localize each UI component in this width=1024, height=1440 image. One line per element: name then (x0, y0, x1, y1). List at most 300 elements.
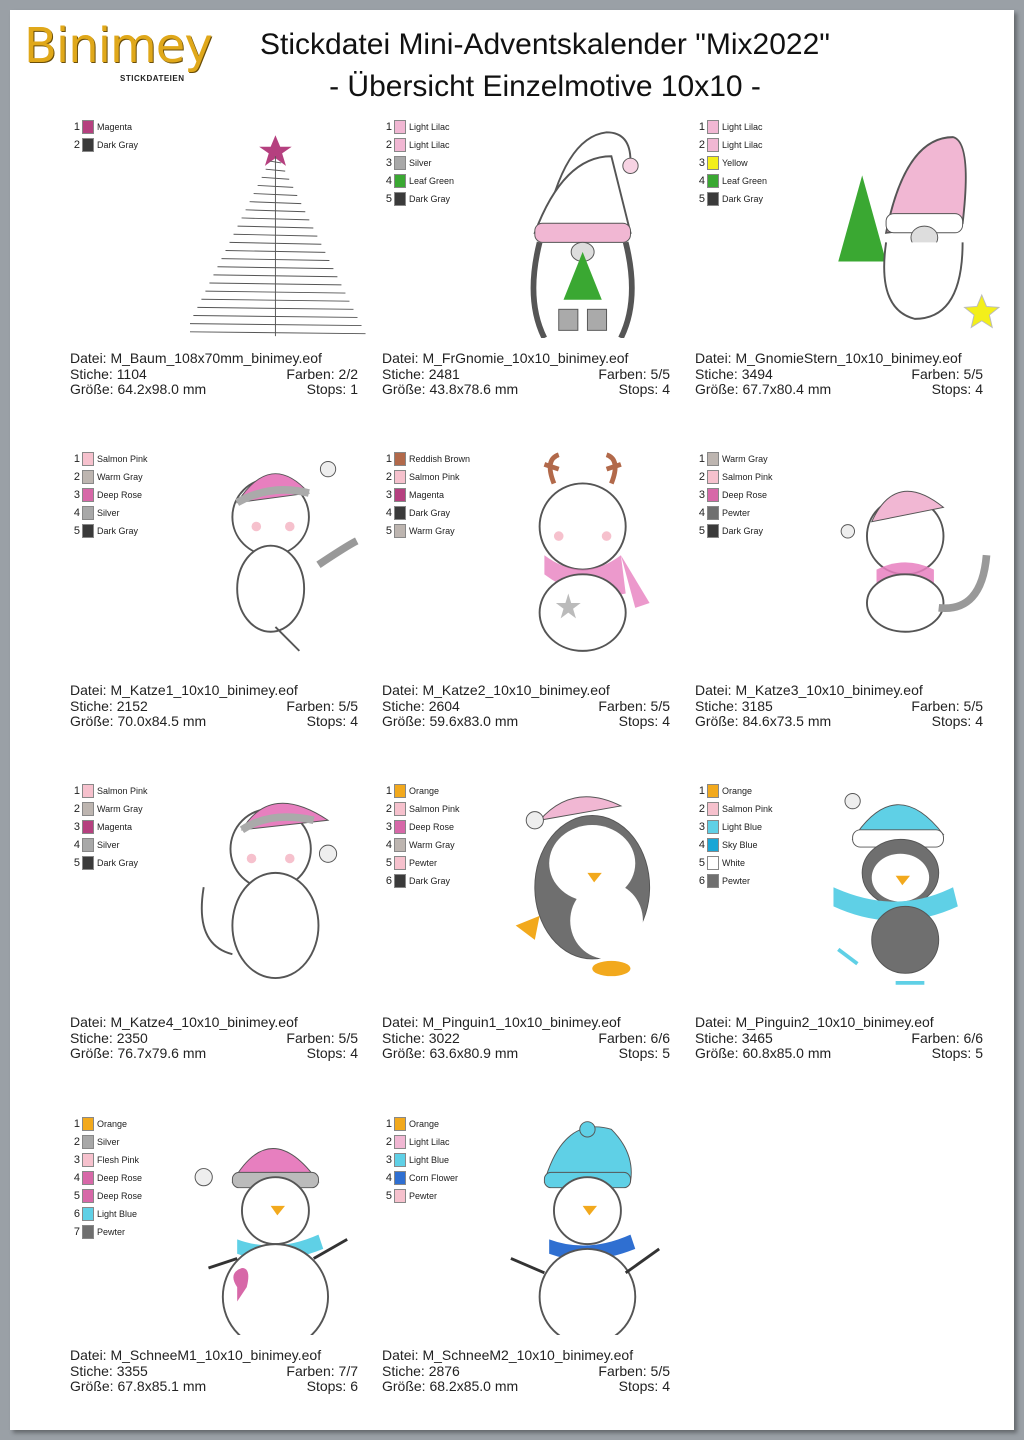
thread-color-swatch (394, 802, 406, 816)
design-info (695, 351, 983, 398)
stitch-count: Stiche: 1104 (70, 365, 147, 382)
thread-color-swatch (82, 1153, 94, 1167)
color-count: Farben: 6/6 (911, 1029, 983, 1046)
thread-color-name: Salmon Pink (409, 804, 460, 814)
thread-color-name: Salmon Pink (97, 454, 148, 464)
thread-color-number: 5 (385, 525, 392, 537)
thread-color-row (70, 118, 138, 136)
thread-color-swatch (707, 470, 719, 484)
thread-color-swatch (707, 856, 719, 870)
thread-color-swatch (394, 524, 406, 538)
design-info (695, 1015, 983, 1062)
logo-text: Binimey (24, 18, 212, 74)
thread-color-swatch (82, 1207, 94, 1221)
design-size: Größe: 64.2x98.0 mm (70, 381, 207, 397)
stop-count: Stops: 6 (306, 1378, 358, 1394)
thread-color-name: Pewter (722, 876, 751, 886)
thread-color-name: Warm Gray (97, 804, 143, 814)
thread-color-number: 4 (73, 507, 80, 519)
thread-color-row (70, 450, 148, 468)
thread-color-name: Dark Gray (409, 194, 451, 204)
thread-color-number: 6 (698, 875, 705, 887)
thread-color-row (695, 118, 767, 136)
thread-color-swatch (707, 802, 719, 816)
thread-color-number: 1 (73, 785, 80, 797)
color-count: Farben: 5/5 (911, 365, 983, 382)
thread-color-name: Light Blue (409, 1155, 450, 1165)
thread-color-number: 5 (698, 525, 705, 537)
thread-color-row (70, 1223, 142, 1241)
design-info (70, 351, 358, 398)
thread-color-name: Deep Rose (97, 1191, 143, 1201)
design-size: Größe: 67.7x80.4 mm (695, 381, 832, 397)
stitch-count: Stiche: 3185 (695, 697, 773, 714)
thread-color-swatch (707, 838, 719, 852)
thread-color-number: 1 (698, 121, 705, 133)
brand-logo (24, 18, 224, 88)
thread-color-number: 1 (73, 121, 80, 133)
thread-color-name: Pewter (409, 1191, 438, 1201)
thread-color-number: 4 (385, 1172, 392, 1184)
thread-color-name: Dark Gray (409, 876, 451, 886)
thread-color-row (70, 1169, 142, 1187)
thread-color-name: Warm Gray (722, 454, 768, 464)
thread-color-swatch (82, 524, 94, 538)
thread-color-name: Magenta (97, 822, 133, 832)
design-card (382, 1115, 682, 1435)
color-count: Farben: 7/7 (286, 1362, 358, 1379)
design-card (695, 782, 995, 1102)
file-name: Datei: M_SchneeM1_10x10_binimey.eof (70, 1347, 322, 1363)
thread-color-number: 3 (698, 157, 705, 169)
thread-color-row (382, 1133, 458, 1151)
thread-color-swatch (707, 874, 719, 888)
file-name: Datei: M_Katze4_10x10_binimey.eof (70, 1014, 298, 1030)
thread-color-row (382, 854, 460, 872)
thread-color-number: 6 (385, 875, 392, 887)
thread-color-number: 5 (73, 525, 80, 537)
design-size: Größe: 76.7x79.6 mm (70, 1045, 207, 1061)
thread-color-swatch (394, 1135, 406, 1149)
thread-color-swatch (707, 784, 719, 798)
thread-color-row (382, 1151, 458, 1169)
thread-color-row (382, 118, 454, 136)
thread-color-list (70, 1115, 142, 1241)
snowman-blue-icon (502, 1115, 692, 1335)
thread-color-row (70, 486, 148, 504)
thread-color-row (382, 1115, 458, 1133)
thread-color-swatch (394, 470, 406, 484)
cat-sitting-icon (190, 782, 380, 1002)
design-card (695, 118, 995, 438)
thread-color-number: 1 (385, 121, 392, 133)
color-count: Farben: 5/5 (598, 365, 670, 382)
logo-subtitle: STICKDATEIEN (120, 74, 185, 83)
stitch-count: Stiche: 2876 (382, 1362, 460, 1379)
thread-color-row (695, 800, 773, 818)
stitch-count: Stiche: 2481 (382, 365, 460, 382)
design-size: Größe: 67.8x85.1 mm (70, 1378, 207, 1394)
snowman-pink-icon (190, 1115, 380, 1335)
thread-color-row (695, 504, 773, 522)
thread-color-row (695, 818, 773, 836)
thread-color-row (695, 854, 773, 872)
design-size: Größe: 84.6x73.5 mm (695, 713, 832, 729)
thread-color-row (382, 1169, 458, 1187)
thread-color-number: 3 (73, 489, 80, 501)
thread-color-number: 6 (73, 1208, 80, 1220)
stop-count: Stops: 1 (306, 381, 358, 397)
thread-color-swatch (707, 192, 719, 206)
thread-color-row (382, 468, 470, 486)
thread-color-number: 5 (73, 1190, 80, 1202)
design-info (382, 351, 670, 398)
thread-color-swatch (707, 820, 719, 834)
thread-color-name: Silver (409, 158, 432, 168)
thread-color-name: Reddish Brown (409, 454, 471, 464)
file-name: Datei: M_Pinguin2_10x10_binimey.eof (695, 1014, 934, 1030)
thread-color-row (70, 504, 148, 522)
design-info (70, 1015, 358, 1062)
design-card (70, 118, 370, 438)
thread-color-name: White (722, 858, 746, 868)
thread-color-row (695, 172, 767, 190)
thread-color-name: Salmon Pink (722, 472, 773, 482)
thread-color-number: 1 (385, 453, 392, 465)
thread-color-swatch (82, 488, 94, 502)
thread-color-number: 3 (385, 489, 392, 501)
file-name: Datei: M_Katze3_10x10_binimey.eof (695, 682, 923, 698)
thread-color-swatch (707, 524, 719, 538)
thread-color-row (695, 154, 767, 172)
thread-color-number: 2 (698, 803, 705, 815)
design-size: Größe: 43.8x78.6 mm (382, 381, 519, 397)
thread-color-name: Dark Gray (409, 508, 451, 518)
thread-color-row (695, 782, 773, 800)
stitch-count: Stiche: 3465 (695, 1029, 773, 1046)
thread-color-row (70, 522, 148, 540)
stitch-count: Stiche: 3022 (382, 1029, 460, 1046)
thread-color-swatch (82, 1171, 94, 1185)
thread-color-number: 1 (73, 453, 80, 465)
thread-color-number: 5 (385, 1190, 392, 1202)
thread-color-swatch (82, 1189, 94, 1203)
thread-color-swatch (394, 452, 406, 466)
thread-color-name: Dark Gray (97, 140, 139, 150)
thread-color-number: 2 (73, 1136, 80, 1148)
thread-color-row (695, 136, 767, 154)
design-info (70, 1348, 358, 1395)
file-name: Datei: M_Katze1_10x10_binimey.eof (70, 682, 298, 698)
thread-color-number: 2 (73, 139, 80, 151)
design-card (382, 450, 682, 770)
thread-color-row (70, 818, 148, 836)
thread-color-swatch (707, 138, 719, 152)
thread-color-swatch (82, 1225, 94, 1239)
thread-color-number: 2 (385, 139, 392, 151)
thread-color-list (695, 450, 773, 540)
thread-color-list (382, 782, 460, 890)
thread-color-row (382, 450, 470, 468)
thread-color-name: Magenta (409, 490, 445, 500)
thread-color-row (70, 1133, 142, 1151)
page-sheet (10, 10, 1014, 1430)
thread-color-row (382, 872, 460, 890)
thread-color-swatch (394, 1153, 406, 1167)
thread-color-swatch (394, 1117, 406, 1131)
thread-color-name: Warm Gray (409, 526, 455, 536)
thread-color-name: Light Blue (97, 1209, 138, 1219)
thread-color-number: 4 (698, 507, 705, 519)
thread-color-name: Dark Gray (97, 526, 139, 536)
thread-color-number: 2 (73, 803, 80, 815)
thread-color-row (70, 1151, 142, 1169)
thread-color-list (695, 782, 773, 890)
thread-color-name: Orange (722, 786, 753, 796)
thread-color-row (70, 782, 148, 800)
thread-color-name: Light Lilac (722, 122, 763, 132)
stop-count: Stops: 4 (618, 1378, 670, 1394)
thread-color-name: Leaf Green (722, 176, 768, 186)
thread-color-number: 4 (73, 839, 80, 851)
thread-color-swatch (82, 1135, 94, 1149)
stop-count: Stops: 4 (618, 381, 670, 397)
color-count: Farben: 5/5 (598, 1362, 670, 1379)
stop-count: Stops: 4 (306, 1045, 358, 1061)
thread-color-name: Salmon Pink (722, 804, 773, 814)
thread-color-name: Warm Gray (97, 472, 143, 482)
stitch-count: Stiche: 3355 (70, 1362, 148, 1379)
thread-color-swatch (82, 838, 94, 852)
thread-color-row (382, 522, 470, 540)
thread-color-name: Light Lilac (409, 140, 450, 150)
stop-count: Stops: 4 (306, 713, 358, 729)
thread-color-name: Dark Gray (97, 858, 139, 868)
design-card (70, 450, 370, 770)
stop-count: Stops: 5 (931, 1045, 983, 1061)
thread-color-row (382, 486, 470, 504)
thread-color-swatch (707, 506, 719, 520)
thread-color-row (695, 872, 773, 890)
thread-color-name: Salmon Pink (409, 472, 460, 482)
stop-count: Stops: 4 (931, 381, 983, 397)
thread-color-swatch (394, 838, 406, 852)
thread-color-swatch (82, 506, 94, 520)
thread-color-swatch (394, 192, 406, 206)
color-count: Farben: 5/5 (286, 1029, 358, 1046)
thread-color-swatch (394, 1171, 406, 1185)
thread-color-number: 2 (73, 471, 80, 483)
color-count: Farben: 5/5 (911, 697, 983, 714)
thread-color-row (70, 468, 148, 486)
thread-color-name: Deep Rose (722, 490, 768, 500)
thread-color-row (695, 486, 773, 504)
thread-color-number: 5 (698, 193, 705, 205)
thread-color-swatch (707, 174, 719, 188)
thread-color-number: 1 (698, 453, 705, 465)
thread-color-number: 3 (73, 821, 80, 833)
cat-sleeping-icon (815, 450, 1005, 670)
thread-color-swatch (394, 784, 406, 798)
thread-color-swatch (394, 120, 406, 134)
thread-color-number: 3 (73, 1154, 80, 1166)
thread-color-swatch (82, 784, 94, 798)
design-info (382, 1348, 670, 1395)
thread-color-name: Flesh Pink (97, 1155, 140, 1165)
thread-color-row (382, 154, 454, 172)
thread-color-swatch (394, 1189, 406, 1203)
thread-color-swatch (82, 820, 94, 834)
thread-color-swatch (394, 856, 406, 870)
thread-color-row (695, 190, 767, 208)
design-card (70, 782, 370, 1102)
thread-color-row (70, 800, 148, 818)
design-size: Größe: 70.0x84.5 mm (70, 713, 207, 729)
thread-color-row (382, 504, 470, 522)
thread-color-swatch (82, 138, 94, 152)
thread-color-row (382, 136, 454, 154)
cat-dancing-icon (190, 450, 380, 670)
thread-color-name: Leaf Green (409, 176, 455, 186)
thread-color-name: Magenta (97, 122, 133, 132)
thread-color-number: 1 (698, 785, 705, 797)
thread-color-row (382, 172, 454, 190)
thread-color-name: Deep Rose (409, 822, 455, 832)
stitch-count: Stiche: 2152 (70, 697, 148, 714)
file-name: Datei: M_Katze2_10x10_binimey.eof (382, 682, 610, 698)
file-name: Datei: M_FrGnomie_10x10_binimey.eof (382, 350, 629, 366)
thread-color-swatch (394, 488, 406, 502)
stop-count: Stops: 4 (931, 713, 983, 729)
design-card (695, 450, 995, 770)
thread-color-name: Orange (409, 1119, 440, 1129)
gnome-star-icon (815, 118, 1005, 338)
thread-color-row (382, 1187, 458, 1205)
thread-color-number: 1 (385, 785, 392, 797)
thread-color-number: 5 (698, 857, 705, 869)
thread-color-row (70, 1205, 142, 1223)
thread-color-name: Pewter (722, 508, 751, 518)
thread-color-number: 4 (385, 507, 392, 519)
thread-color-number: 4 (385, 175, 392, 187)
file-name: Datei: M_SchneeM2_10x10_binimey.eof (382, 1347, 634, 1363)
thread-color-swatch (82, 1117, 94, 1131)
thread-color-row (382, 836, 460, 854)
thread-color-row (382, 782, 460, 800)
thread-color-number: 3 (385, 157, 392, 169)
thread-color-name: Deep Rose (97, 1173, 143, 1183)
thread-color-list (70, 118, 138, 154)
thread-color-row (70, 1115, 142, 1133)
thread-color-swatch (82, 802, 94, 816)
file-name: Datei: M_Pinguin1_10x10_binimey.eof (382, 1014, 621, 1030)
page-title: Stickdatei Mini-Adventskalender "Mix2022" (260, 28, 830, 61)
thread-color-list (382, 450, 470, 540)
thread-color-name: Pewter (97, 1227, 126, 1237)
file-name: Datei: M_GnomieStern_10x10_binimey.eof (695, 350, 962, 366)
thread-color-swatch (394, 874, 406, 888)
thread-color-number: 4 (698, 839, 705, 851)
design-size: Größe: 68.2x85.0 mm (382, 1378, 519, 1394)
file-name: Datei: M_Baum_108x70mm_binimey.eof (70, 350, 322, 366)
thread-color-swatch (707, 156, 719, 170)
thread-color-name: Silver (97, 840, 120, 850)
stitch-count: Stiche: 2350 (70, 1029, 148, 1046)
thread-color-number: 1 (73, 1118, 80, 1130)
thread-color-number: 1 (385, 1118, 392, 1130)
stitch-count: Stiche: 3494 (695, 365, 773, 382)
page-subtitle: - Übersicht Einzelmotive 10x10 - (329, 70, 761, 103)
color-count: Farben: 2/2 (286, 365, 358, 382)
thread-color-swatch (394, 506, 406, 520)
thread-color-swatch (394, 174, 406, 188)
thread-color-row (695, 468, 773, 486)
thread-color-name: Yellow (722, 158, 748, 168)
thread-color-number: 5 (73, 857, 80, 869)
thread-color-swatch (707, 452, 719, 466)
design-info (382, 1015, 670, 1062)
thread-color-name: Light Lilac (722, 140, 763, 150)
thread-color-name: Dark Gray (722, 526, 764, 536)
thread-color-number: 5 (385, 857, 392, 869)
christmas-tree-icon (190, 118, 380, 338)
thread-color-number: 2 (385, 803, 392, 815)
thread-color-name: Sky Blue (722, 840, 758, 850)
thread-color-name: Orange (97, 1119, 128, 1129)
penguin-skating-icon (815, 782, 1005, 1002)
thread-color-name: Dark Gray (722, 194, 764, 204)
thread-color-list (382, 118, 454, 208)
thread-color-number: 3 (698, 821, 705, 833)
thread-color-number: 2 (698, 139, 705, 151)
thread-color-swatch (394, 156, 406, 170)
design-info (695, 683, 983, 730)
design-card (70, 1115, 370, 1435)
gnome-girl-icon (502, 118, 692, 338)
thread-color-number: 2 (385, 471, 392, 483)
thread-color-row (382, 190, 454, 208)
thread-color-swatch (82, 452, 94, 466)
thread-color-name: Light Lilac (409, 122, 450, 132)
thread-color-number: 3 (385, 1154, 392, 1166)
thread-color-name: Light Lilac (409, 1137, 450, 1147)
color-count: Farben: 5/5 (286, 697, 358, 714)
design-size: Größe: 59.6x83.0 mm (382, 713, 519, 729)
thread-color-number: 5 (385, 193, 392, 205)
stitch-count: Stiche: 2604 (382, 697, 460, 714)
thread-color-number: 7 (73, 1226, 80, 1238)
thread-color-row (695, 836, 773, 854)
cat-reindeer-icon (502, 450, 692, 670)
thread-color-swatch (82, 856, 94, 870)
stop-count: Stops: 4 (618, 713, 670, 729)
thread-color-list (695, 118, 767, 208)
thread-color-name: Pewter (409, 858, 438, 868)
design-size: Größe: 63.6x80.9 mm (382, 1045, 519, 1061)
thread-color-list (70, 450, 148, 540)
color-count: Farben: 5/5 (598, 697, 670, 714)
thread-color-name: Warm Gray (409, 840, 455, 850)
thread-color-row (695, 522, 773, 540)
thread-color-number: 4 (698, 175, 705, 187)
color-count: Farben: 6/6 (598, 1029, 670, 1046)
thread-color-swatch (82, 470, 94, 484)
thread-color-name: Light Blue (722, 822, 763, 832)
penguin-waving-icon (502, 782, 692, 1002)
thread-color-swatch (394, 820, 406, 834)
thread-color-name: Corn Flower (409, 1173, 459, 1183)
thread-color-list (70, 782, 148, 872)
